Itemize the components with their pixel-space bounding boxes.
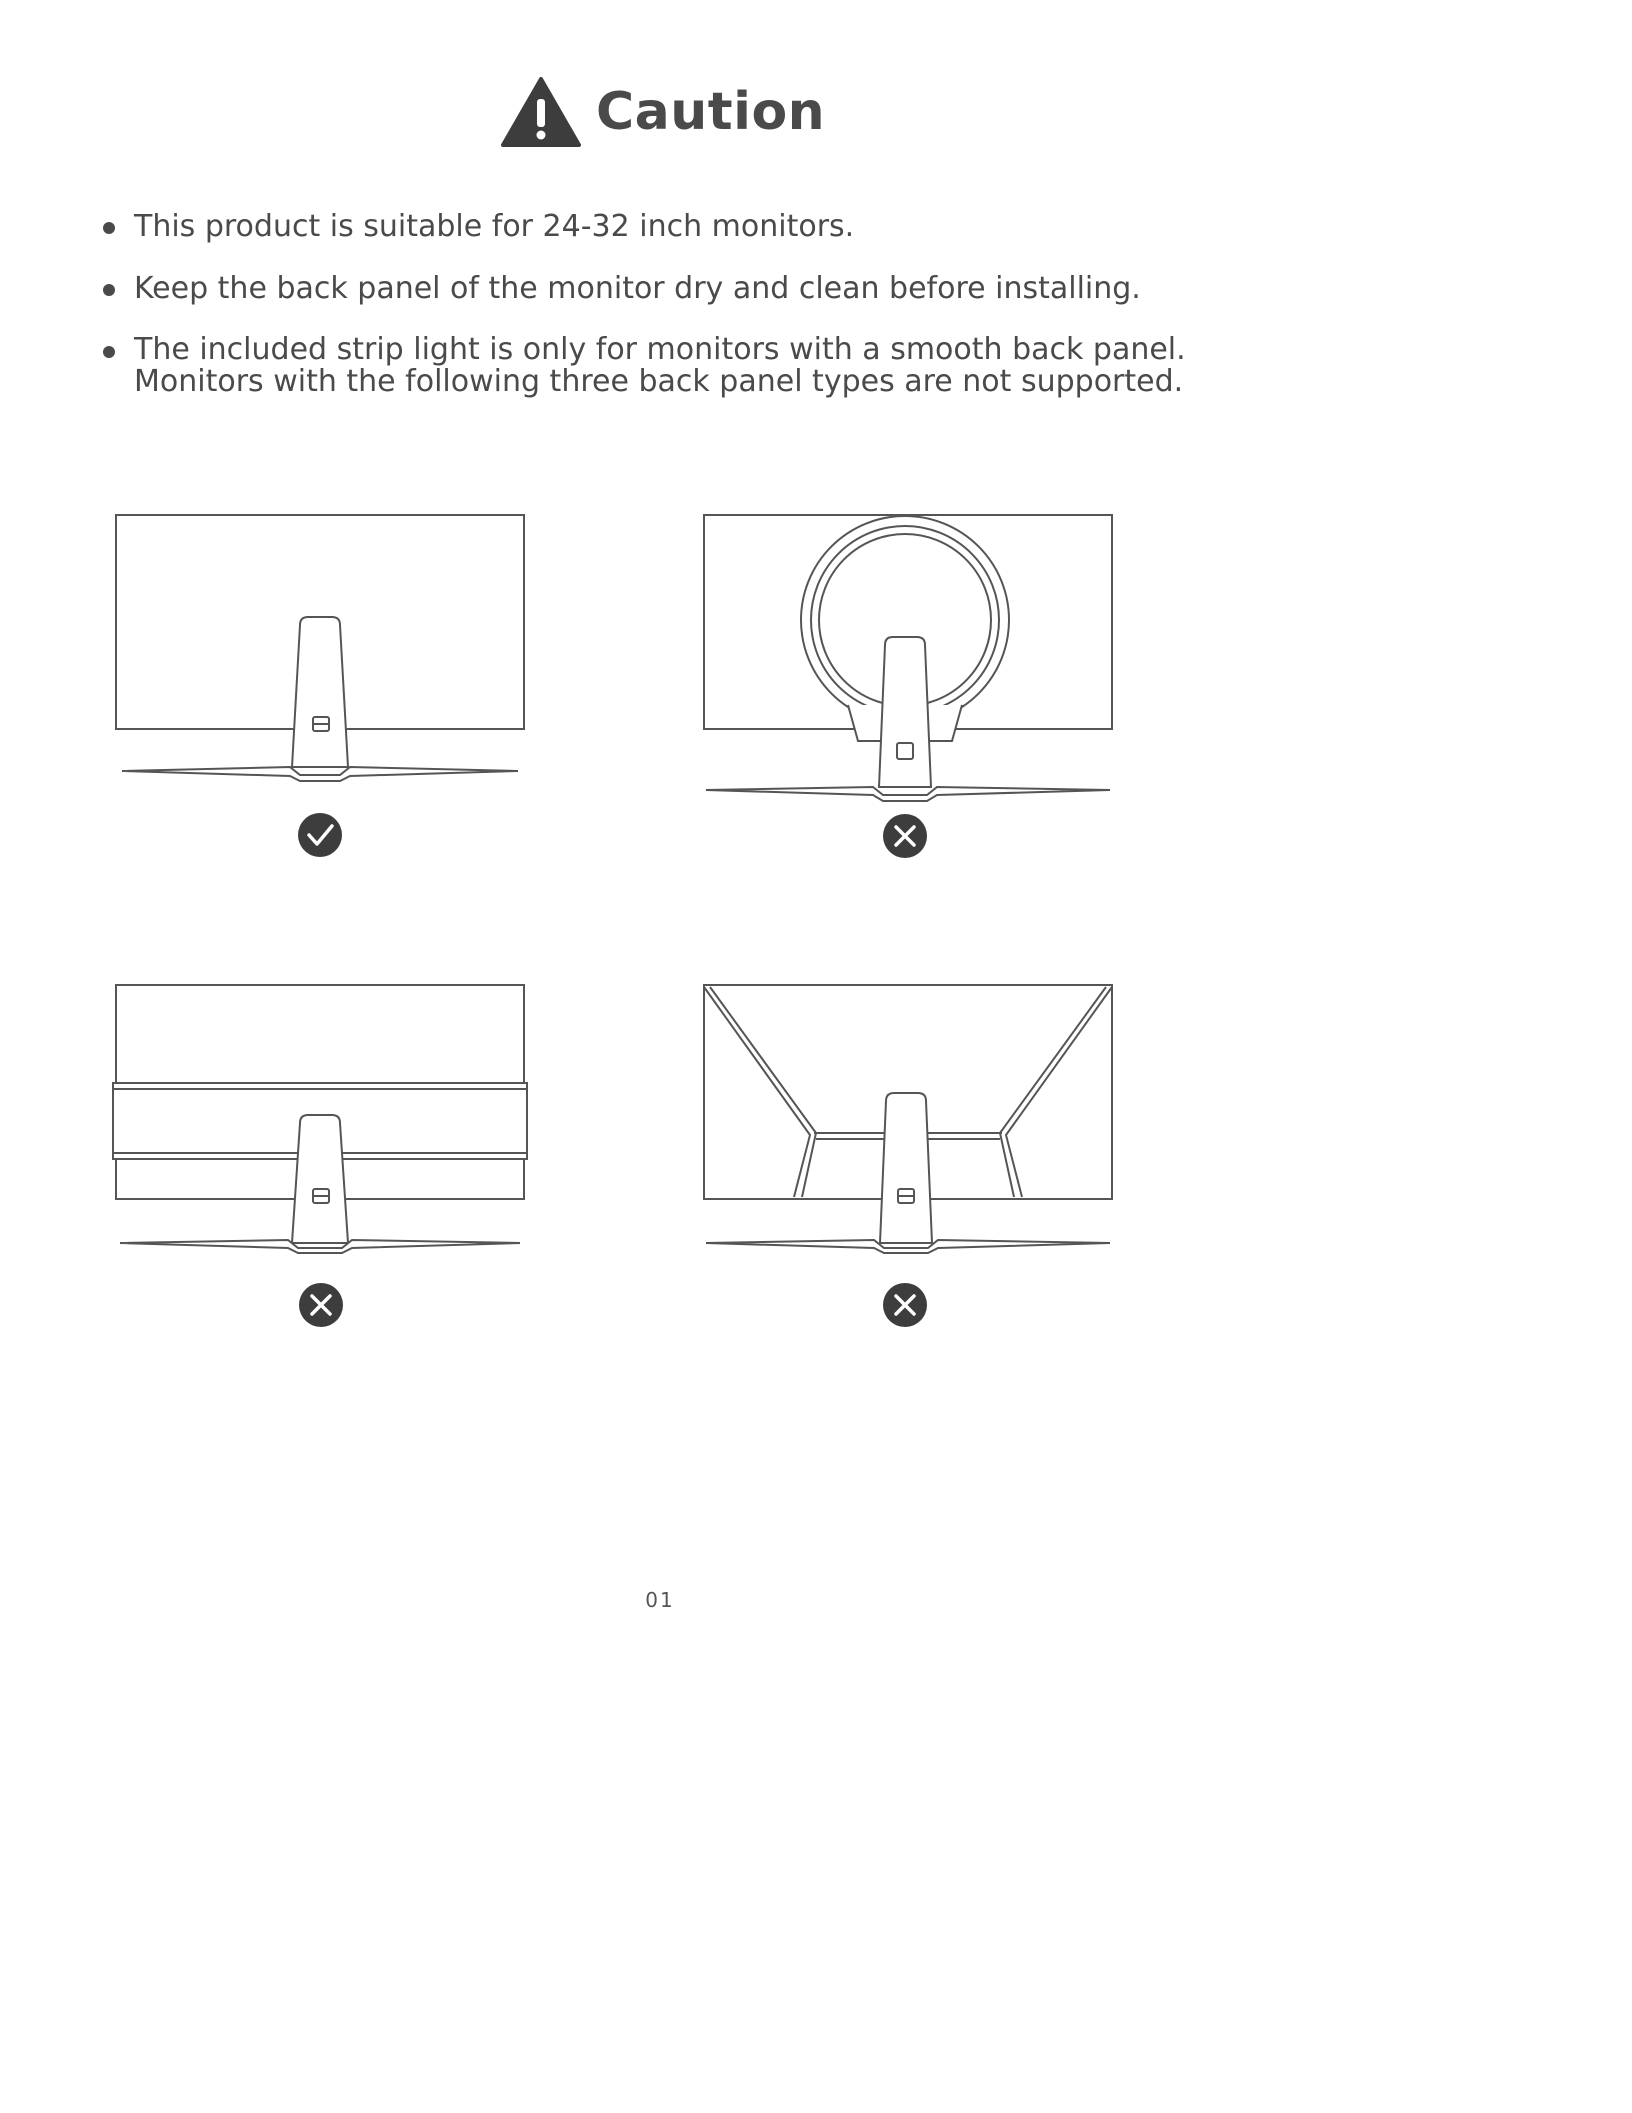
- bullet-text: The included strip light is only for monitors with a smooth back panel.: [134, 332, 1186, 367]
- list-item: [100, 334, 1360, 398]
- title-text: Caution: [596, 82, 826, 142]
- list-item: [100, 210, 1360, 244]
- warning-triangle-icon: [500, 75, 582, 149]
- caution-list: [100, 210, 1360, 426]
- page-title: [500, 72, 825, 152]
- bullet-text: Monitors with the following three back panel types are not supported.: [134, 364, 1184, 399]
- figure-round-back-panel: [698, 505, 1118, 865]
- bullet-dot-icon: [103, 346, 115, 358]
- list-item: [100, 272, 1360, 306]
- bullet-dot-icon: [103, 222, 115, 234]
- figure-banded-back-panel: [110, 975, 530, 1335]
- bullet-text: Keep the back panel of the monitor dry and clean before installing.: [134, 271, 1141, 306]
- x-circle-icon: [883, 814, 927, 858]
- check-circle-icon: [298, 813, 342, 857]
- figure-smooth-back-panel: [110, 505, 530, 865]
- x-circle-icon: [883, 1283, 927, 1327]
- page-number: 01: [645, 1588, 675, 1612]
- figure-angled-back-panel: [698, 975, 1118, 1335]
- bullet-text: This product is suitable for 24-32 inch monitors.: [134, 209, 855, 244]
- bullet-dot-icon: [103, 284, 115, 296]
- x-circle-icon: [299, 1283, 343, 1327]
